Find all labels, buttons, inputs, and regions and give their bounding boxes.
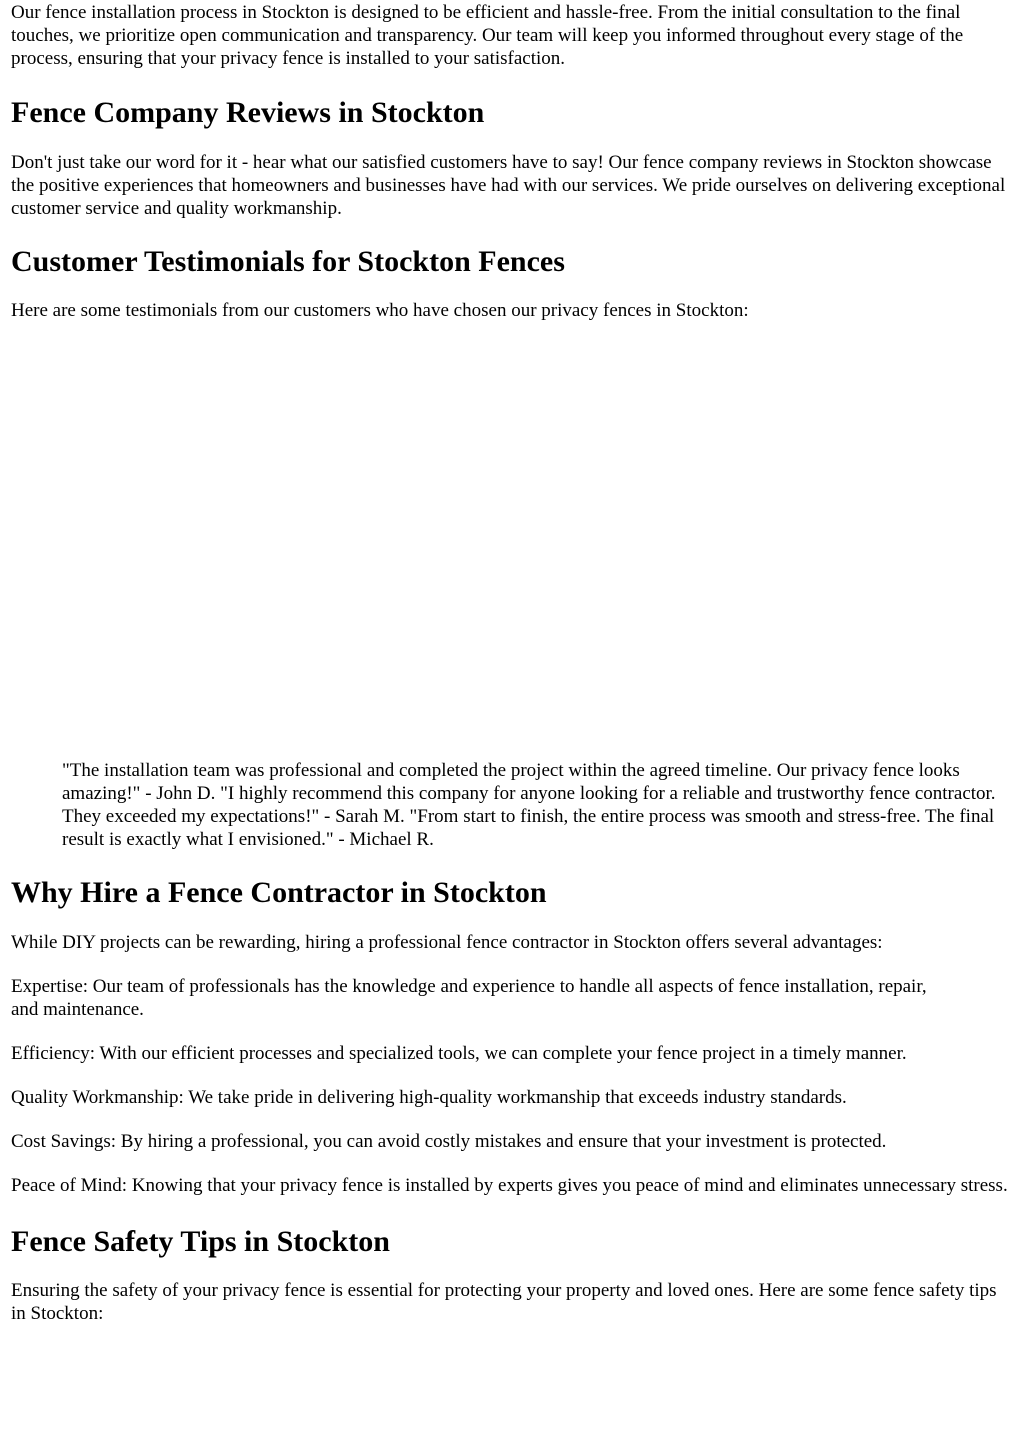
safety-paragraph: Ensuring the safety of your privacy fence is essential for protecting your property and loved ones. Here are some fence safety tips in Stockton: [11,1280,997,1324]
document-page [0,1,1024,1449]
advantage-quality-workmanship: Quality Workmanship: We take pride in delivering high-quality workmanship that exceeds industry standards. [11,1087,847,1108]
reviews-paragraph: Don't just take our word for it - hear what our satisfied customers have to say! Our fence company reviews in Stockton showcase the positive experiences that homeowners and businesses have had with our services. We pride ourselves on delivering exceptional customer service and quality workmanship. [11,152,1006,219]
advantage-cost-savings: Cost Savings: By hiring a professional, you can avoid costly mistakes and ensure that your investment is protected. [11,1131,887,1152]
blank-image-area [11,322,1012,759]
testimonials-quote: "The installation team was professional and completed the project within the agreed timeline. Our privacy fence looks amazing!" - John D. "I highly recommend this company for anyone looking for a reliable and trustworthy fence contractor. They exceeded my expectations!" - Sarah M. "From start to finish, the entire process was smooth and stress-free. The final result is exactly what I envisioned." - Michael R. [62,760,996,850]
why-hire-heading: Why Hire a Fence Contractor in Stockton [11,876,547,909]
testimonials-heading: Customer Testimonials for Stockton Fences [11,245,565,278]
safety-heading: Fence Safety Tips in Stockton [11,1225,390,1258]
why-hire-intro-paragraph: While DIY projects can be rewarding, hiring a professional fence contractor in Stockton offers several advantages: [11,932,883,953]
advantage-efficiency: Efficiency: With our efficient processes and specialized tools, we can complete your fence project in a timely manner. [11,1043,907,1064]
intro-paragraph: Our fence installation process in Stockton is designed to be efficient and hassle-free. From the initial consultation to the final touches, we prioritize open communication and transparency. Our team will keep you informed throughout every stage of the process, ensuring that your privacy fence is installed to your satisfaction. [11,2,964,69]
reviews-heading: Fence Company Reviews in Stockton [11,96,485,129]
advantage-peace-of-mind: Peace of Mind: Knowing that your privacy fence is installed by experts gives you peace of mind and eliminates unnecessary stress. [11,1175,1008,1196]
advantage-expertise: Expertise: Our team of professionals has the knowledge and experience to handle all aspects of fence installation, repair, and maintenance. [11,976,927,1020]
testimonials-intro-paragraph: Here are some testimonials from our customers who have chosen our privacy fences in Stockton: [11,300,749,321]
